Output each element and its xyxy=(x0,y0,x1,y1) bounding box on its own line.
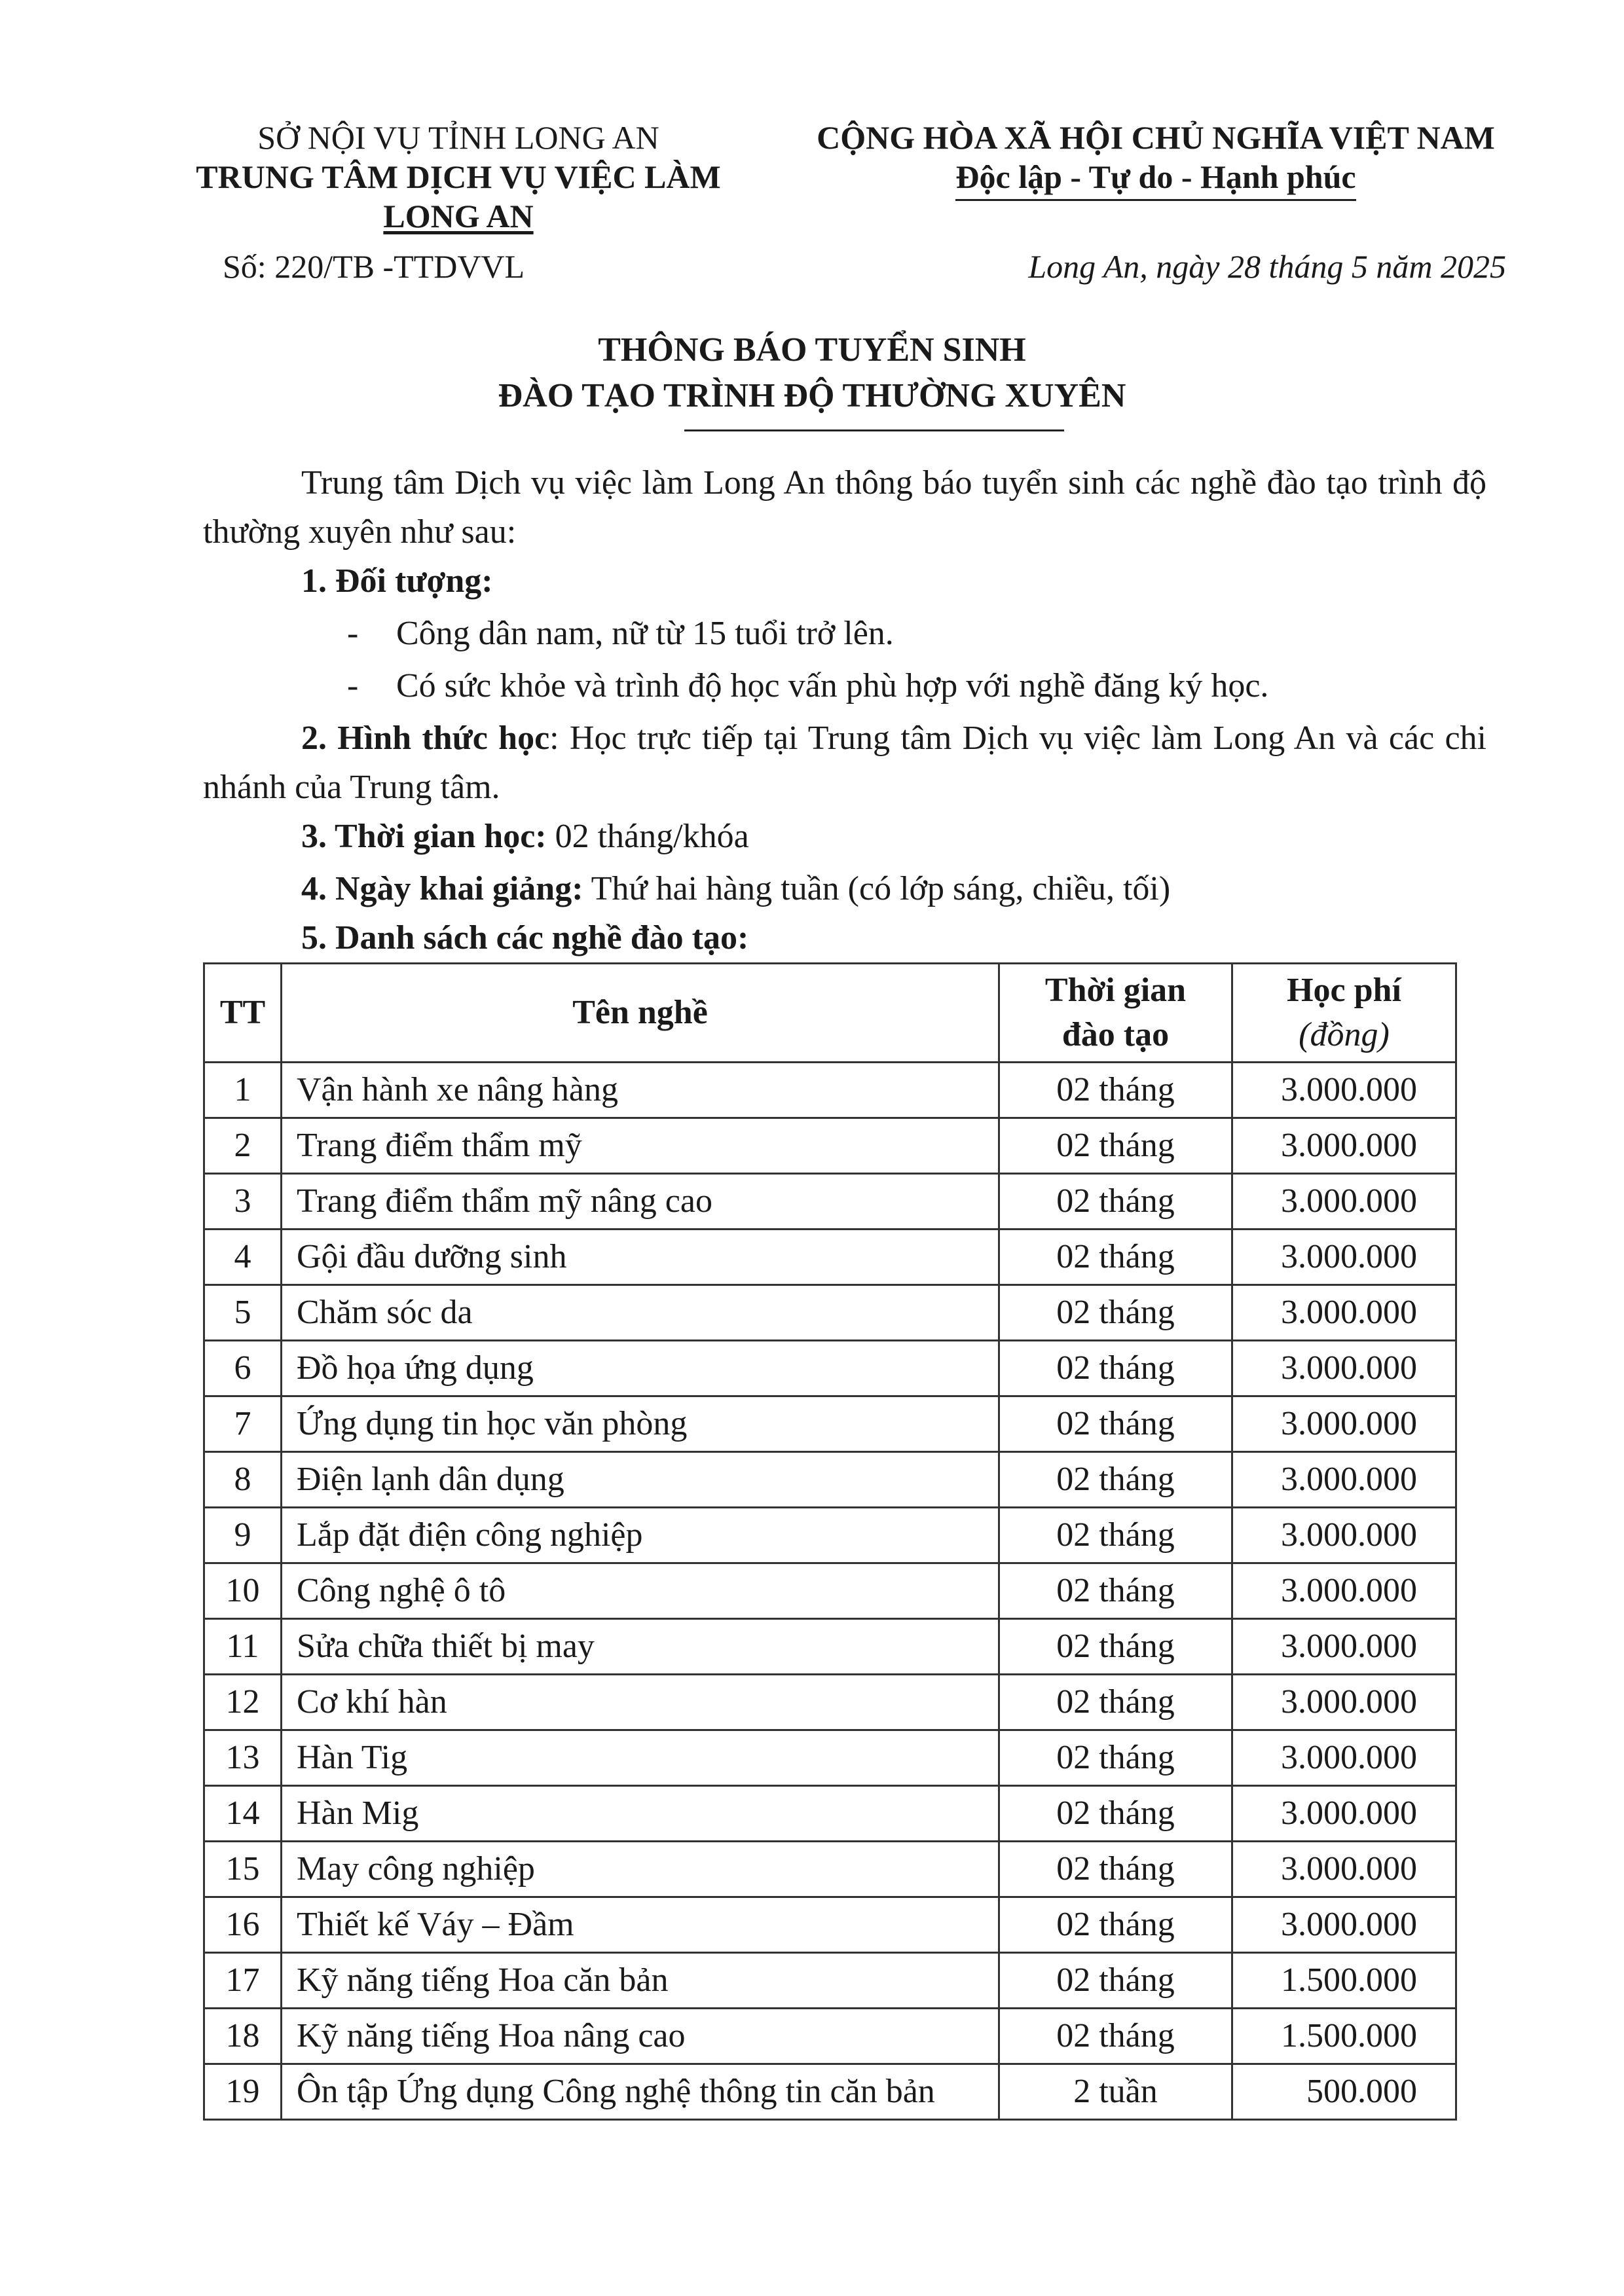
section-5-heading: 5. Danh sách các nghề đào tạo: xyxy=(301,919,749,957)
table-row xyxy=(204,1230,1456,1285)
course-duration: 02 tháng xyxy=(999,1174,1232,1230)
course-fee: 3.000.000 xyxy=(1232,1230,1456,1285)
document-date: Long An, ngày 28 tháng 5 năm 2025 xyxy=(1028,248,1506,285)
course-name: Công nghệ ô tô xyxy=(282,1563,999,1619)
table-row xyxy=(204,1619,1456,1675)
course-fee: 3.000.000 xyxy=(1232,1118,1456,1174)
row-number: 16 xyxy=(204,1897,282,1953)
table-row xyxy=(204,1174,1456,1230)
section-4-text: Thứ hai hàng tuần (có lớp sáng, chiều, tối) xyxy=(583,870,1171,907)
table-row xyxy=(204,1452,1456,1508)
header-name: Tên nghề xyxy=(282,964,999,1063)
course-fee: 3.000.000 xyxy=(1232,1619,1456,1675)
table-row xyxy=(204,1897,1456,1953)
row-number: 9 xyxy=(204,1508,282,1563)
course-fee: 1.500.000 xyxy=(1232,1953,1456,2009)
course-fee: 1.500.000 xyxy=(1232,2009,1456,2064)
country-name: CỘNG HÒA XÃ HỘI CHỦ NGHĨA VIỆT NAM xyxy=(817,119,1495,156)
course-name: Điện lạnh dân dụng xyxy=(282,1452,999,1508)
section-2-paragraph xyxy=(203,714,1486,812)
course-name: Ôn tập Ứng dụng Công nghệ thông tin căn bản xyxy=(282,2064,999,2120)
course-duration: 02 tháng xyxy=(999,1619,1232,1675)
table-row xyxy=(204,2009,1456,2064)
course-name: Hàn Tig xyxy=(282,1730,999,1786)
course-name: Sửa chữa thiết bị may xyxy=(282,1619,999,1675)
row-number: 15 xyxy=(204,1842,282,1897)
table-row xyxy=(204,1786,1456,1842)
section-3-label: 3. Thời gian học: xyxy=(301,818,547,855)
document-number: Số: 220/TB -TTDVVL xyxy=(223,248,525,285)
header-duration-line2: đào tạo xyxy=(1061,1016,1170,1053)
course-name: Lắp đặt điện công nghiệp xyxy=(282,1508,999,1563)
title-line-2: ĐÀO TẠO TRÌNH ĐỘ THƯỜNG XUYÊN xyxy=(498,377,1126,414)
agency-name: TRUNG TÂM DỊCH VỤ VIỆC LÀM xyxy=(196,158,721,195)
course-duration: 02 tháng xyxy=(999,1063,1232,1118)
course-fee: 3.000.000 xyxy=(1232,1285,1456,1341)
row-number: 17 xyxy=(204,1953,282,2009)
document-title xyxy=(196,327,1428,419)
section-4-line xyxy=(301,864,1170,913)
table-row xyxy=(204,1842,1456,1897)
table-row xyxy=(204,1285,1456,1341)
course-name: Kỹ năng tiếng Hoa căn bản xyxy=(282,1953,999,2009)
course-duration: 02 tháng xyxy=(999,1396,1232,1452)
course-fee: 3.000.000 xyxy=(1232,1786,1456,1842)
national-motto-block xyxy=(786,118,1526,201)
row-number: 14 xyxy=(204,1786,282,1842)
section-4-label: 4. Ngày khai giảng: xyxy=(301,870,583,907)
course-duration: 02 tháng xyxy=(999,1230,1232,1285)
row-number: 19 xyxy=(204,2064,282,2120)
course-duration: 02 tháng xyxy=(999,1285,1232,1341)
section-3-line xyxy=(301,812,749,861)
section-1-item xyxy=(347,661,1268,710)
dash-mark: - xyxy=(347,615,359,652)
course-fee: 3.000.000 xyxy=(1232,1174,1456,1230)
course-fee: 3.000.000 xyxy=(1232,1563,1456,1619)
section-2-label: 2. Hình thức học xyxy=(301,720,550,757)
course-name: May công nghiệp xyxy=(282,1842,999,1897)
section-1-heading: 1. Đối tượng: xyxy=(301,562,493,600)
section-1-item-text: Có sức khỏe và trình độ học vấn phù hợp với nghề đăng ký học. xyxy=(396,667,1269,704)
row-number: 7 xyxy=(204,1396,282,1452)
table-row xyxy=(204,1063,1456,1118)
course-name: Chăm sóc da xyxy=(282,1285,999,1341)
row-number: 3 xyxy=(204,1174,282,1230)
row-number: 2 xyxy=(204,1118,282,1174)
course-fee: 3.000.000 xyxy=(1232,1396,1456,1452)
dash-mark: - xyxy=(347,667,359,704)
section-3-text: 02 tháng/khóa xyxy=(546,818,749,855)
header-fee-line1: Học phí xyxy=(1287,972,1401,1009)
section-2-text: : Học trực tiếp tại Trung tâm Dịch vụ việc làm Long An và các chi nhánh của Trung tâm. xyxy=(203,720,1486,806)
table-row xyxy=(204,2064,1456,2120)
row-number: 11 xyxy=(204,1619,282,1675)
agency-parent: SỞ NỘI VỤ TỈNH LONG AN xyxy=(257,119,659,156)
course-name: Ứng dụng tin học văn phòng xyxy=(282,1396,999,1452)
course-duration: 02 tháng xyxy=(999,1786,1232,1842)
header-tt: TT xyxy=(204,964,282,1063)
course-fee: 3.000.000 xyxy=(1232,1675,1456,1730)
course-name: Gội đầu dưỡng sinh xyxy=(282,1230,999,1285)
course-duration: 02 tháng xyxy=(999,1730,1232,1786)
title-line-1: THÔNG BÁO TUYỂN SINH xyxy=(598,331,1026,369)
course-duration: 02 tháng xyxy=(999,1508,1232,1563)
row-number: 4 xyxy=(204,1230,282,1285)
course-duration: 02 tháng xyxy=(999,1897,1232,1953)
table-row xyxy=(204,1118,1456,1174)
row-number: 6 xyxy=(204,1341,282,1396)
row-number: 8 xyxy=(204,1452,282,1508)
title-divider xyxy=(684,429,1064,431)
header-duration xyxy=(999,964,1232,1063)
intro-paragraph: Trung tâm Dịch vụ việc làm Long An thông báo tuyển sinh các nghề đào tạo trình độ thường xuyên như sau: xyxy=(203,464,1486,551)
course-name: Vận hành xe nâng hàng xyxy=(282,1063,999,1118)
table-row xyxy=(204,1508,1456,1563)
course-duration: 02 tháng xyxy=(999,1118,1232,1174)
row-number: 12 xyxy=(204,1675,282,1730)
row-number: 18 xyxy=(204,2009,282,2064)
motto: Độc lập - Tự do - Hạnh phúc xyxy=(955,157,1356,201)
course-fee: 3.000.000 xyxy=(1232,1508,1456,1563)
table-row xyxy=(204,1341,1456,1396)
course-duration: 02 tháng xyxy=(999,2009,1232,2064)
section-1-item-text: Công dân nam, nữ từ 15 tuổi trở lên. xyxy=(396,615,894,652)
course-fee: 3.000.000 xyxy=(1232,1842,1456,1897)
header-fee-line2: (đồng) xyxy=(1299,1016,1390,1053)
row-number: 10 xyxy=(204,1563,282,1619)
section-1-item xyxy=(347,609,894,658)
table-row xyxy=(204,1953,1456,2009)
table-row xyxy=(204,1730,1456,1786)
course-name: Hàn Mig xyxy=(282,1786,999,1842)
course-table xyxy=(203,962,1457,2121)
course-duration: 02 tháng xyxy=(999,1953,1232,2009)
table-header-row xyxy=(204,964,1456,1063)
course-duration: 02 tháng xyxy=(999,1842,1232,1897)
course-duration: 02 tháng xyxy=(999,1341,1232,1396)
header-duration-line1: Thời gian xyxy=(1044,972,1187,1009)
course-fee: 3.000.000 xyxy=(1232,1063,1456,1118)
agency-name-line2: LONG AN xyxy=(383,198,534,234)
row-number: 5 xyxy=(204,1285,282,1341)
table-row xyxy=(204,1675,1456,1730)
course-fee: 3.000.000 xyxy=(1232,1341,1456,1396)
course-duration: 2 tuần xyxy=(999,2064,1232,2120)
table-row xyxy=(204,1396,1456,1452)
course-name: Đồ họa ứng dụng xyxy=(282,1341,999,1396)
course-name: Trang điểm thẩm mỹ xyxy=(282,1118,999,1174)
course-name: Kỹ năng tiếng Hoa nâng cao xyxy=(282,2009,999,2064)
row-number: 1 xyxy=(204,1063,282,1118)
course-name: Cơ khí hàn xyxy=(282,1675,999,1730)
course-duration: 02 tháng xyxy=(999,1563,1232,1619)
course-fee: 3.000.000 xyxy=(1232,1730,1456,1786)
table-row xyxy=(204,1563,1456,1619)
course-name: Trang điểm thẩm mỹ nâng cao xyxy=(282,1174,999,1230)
course-duration: 02 tháng xyxy=(999,1452,1232,1508)
agency-block xyxy=(151,118,766,236)
course-fee: 3.000.000 xyxy=(1232,1452,1456,1508)
course-fee: 500.000 xyxy=(1232,2064,1456,2120)
course-name: Thiết kế Váy – Đầm xyxy=(282,1897,999,1953)
header-fee xyxy=(1232,964,1456,1063)
course-fee: 3.000.000 xyxy=(1232,1897,1456,1953)
row-number: 13 xyxy=(204,1730,282,1786)
course-duration: 02 tháng xyxy=(999,1675,1232,1730)
